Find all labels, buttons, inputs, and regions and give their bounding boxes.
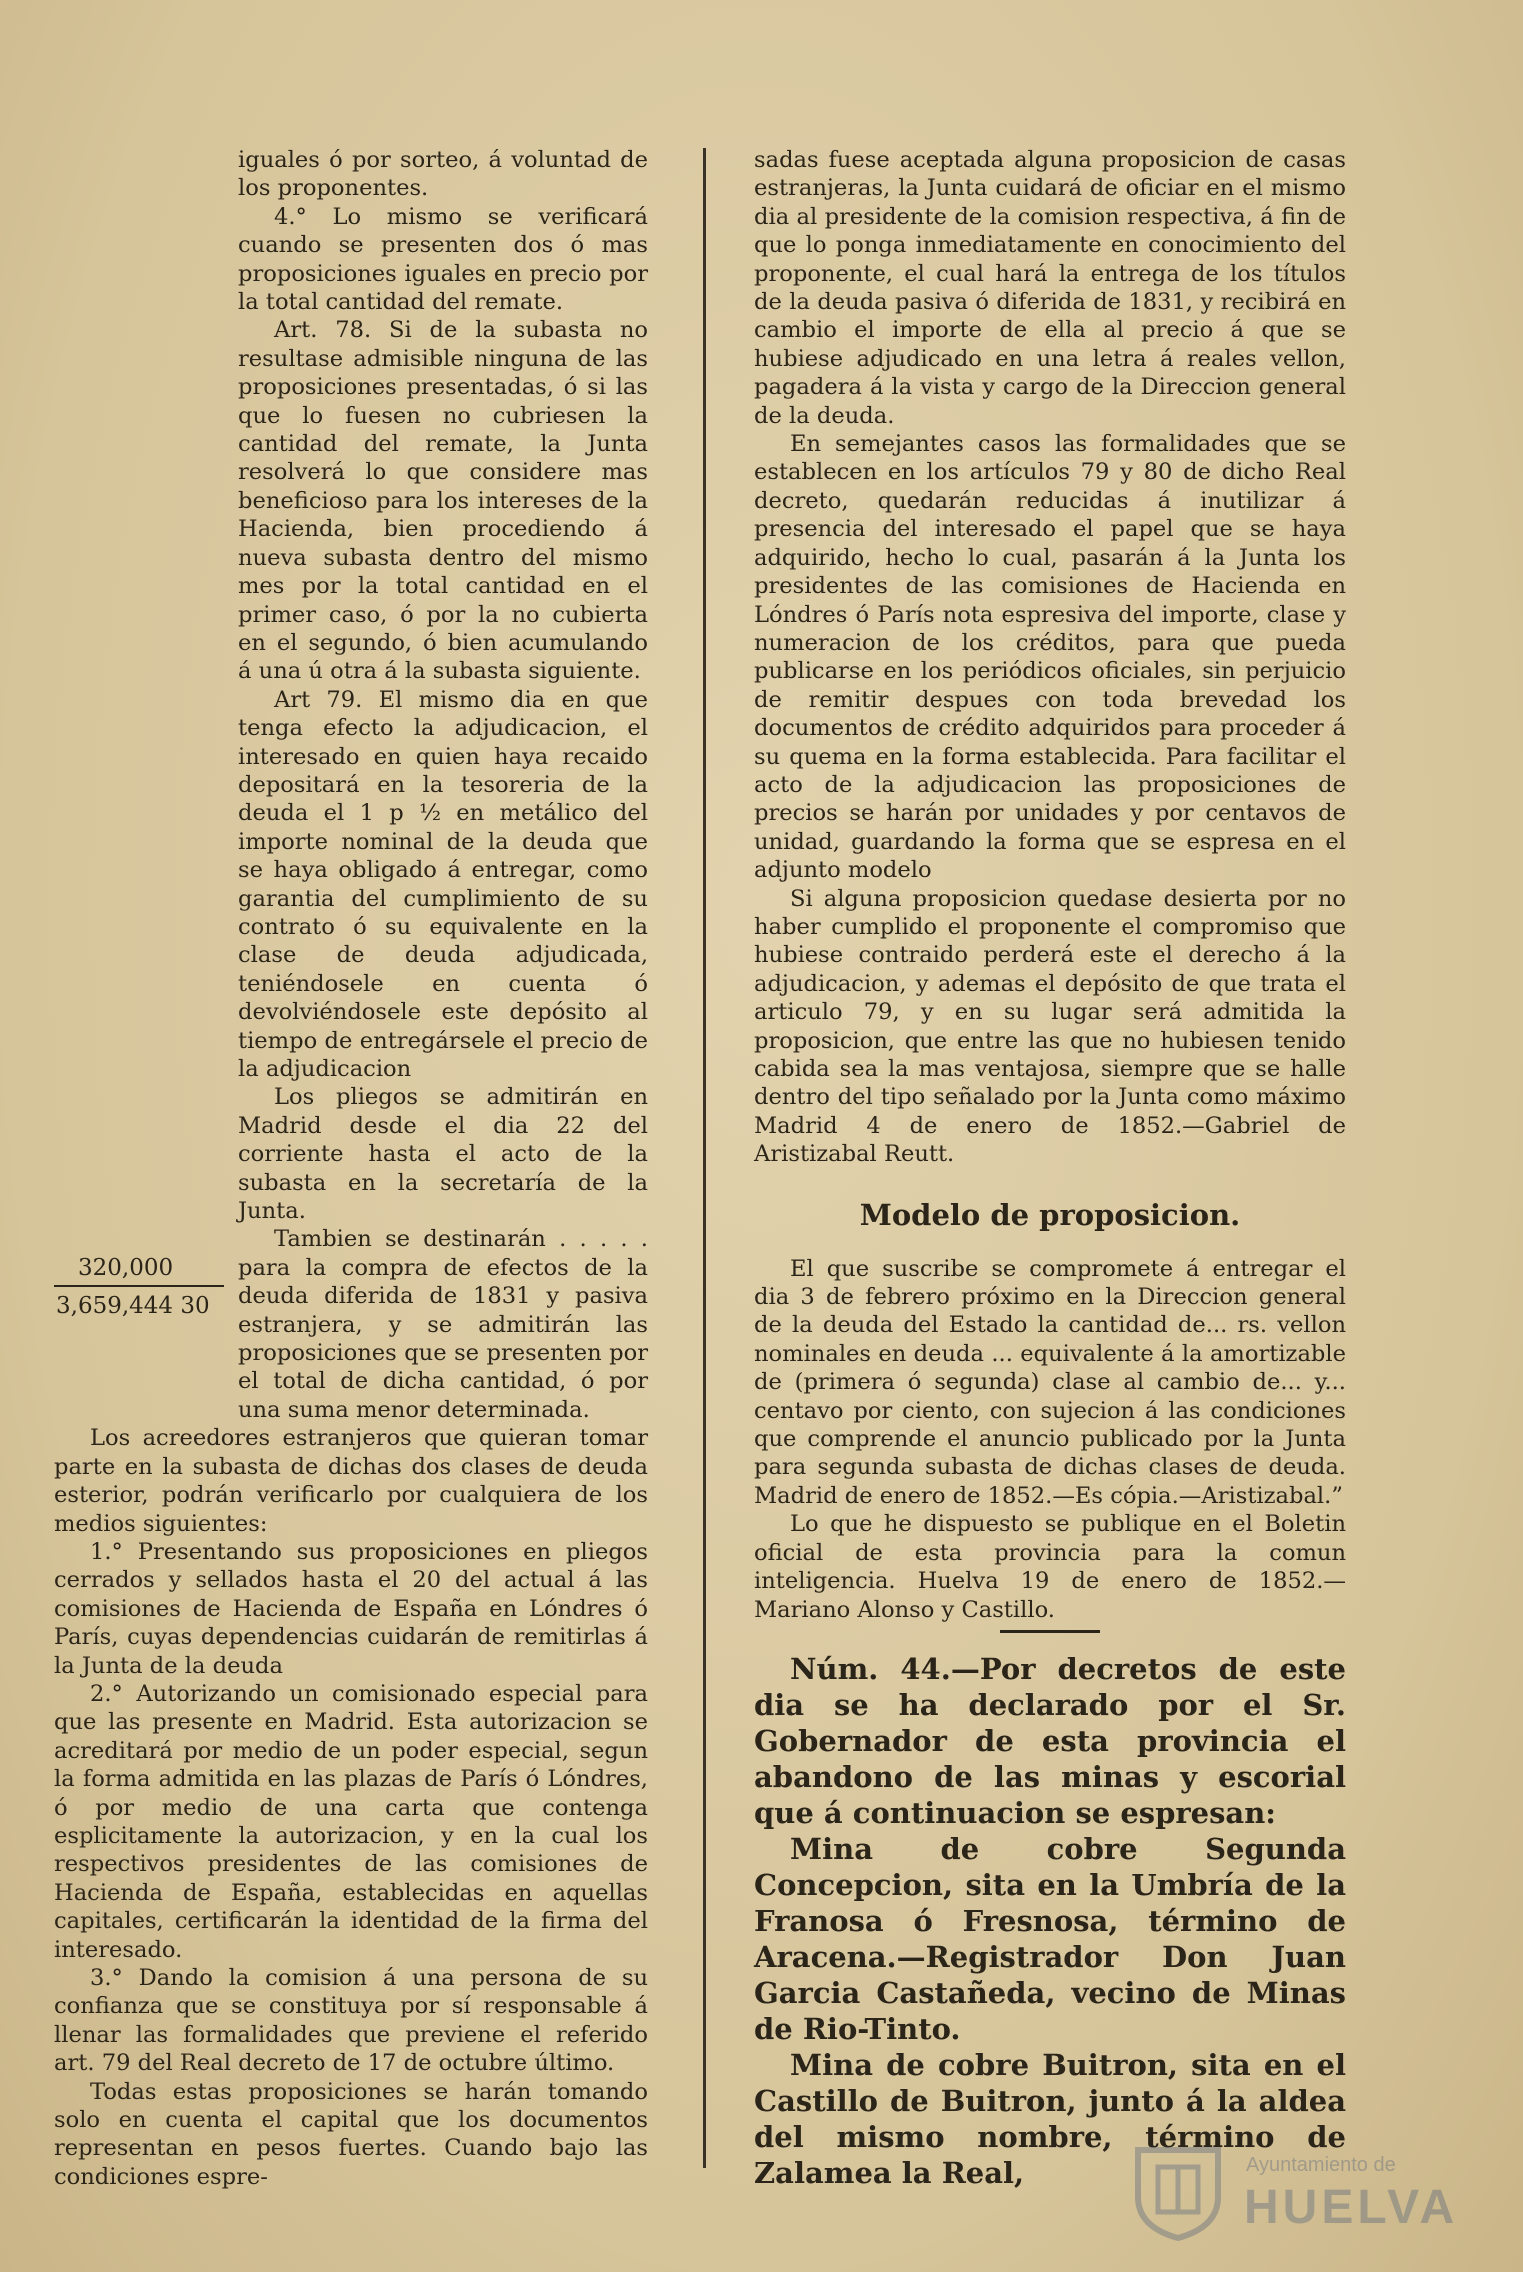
amount-text: [238, 1225, 648, 1424]
notice-heading: Núm. 44.—Por decretos de este dia se ha declarado por el Sr. Gobernador de esta provincia el abandono de las minas y escorial que á continuacion se espresan:: [754, 1651, 1346, 1830]
amount-total: 3,659,444 30: [56, 1293, 210, 1320]
paragraph: sadas fuese aceptada alguna proposicion de casas estranjeras, la Junta cuidará de oficiar en el mismo dia al presidente de la comision respectiva, á fin de que lo ponga inmediatamente en conocimiento del proponente, el cual hará la entrega de los títulos de la deuda pasiva ó diferida de 1831, y recibirá en cambio el importe de ella al precio á que se hubiese adjudicado en una letra á reales vellon, pagadera á la vista y cargo de la Direccion general de la deuda.: [754, 147, 1346, 429]
paragraph: iguales ó por sorteo, á voluntad de los proponentes.: [238, 147, 648, 202]
amount-block: [54, 1225, 648, 1424]
shield-icon: [1128, 2142, 1228, 2242]
paragraph: El que suscribe se compromete á entregar el dia 3 de febrero próximo en la Direccion general de la deuda del Estado la cantidad de... rs. vellon nominales en deuda ... equivalente á la amortizable de (primera ó segunda) clase al cambio de... y... centavo por ciento, con sujecion á las condiciones que comprende el anuncio publicado por la Junta para segunda subasta de dichas clases de deuda. Madrid de enero de 1852.—Es cópia.—Aristizabal.”: [754, 1255, 1346, 1509]
amount-figures: [54, 1225, 238, 1321]
paragraph: Mina de cobre Segunda Concepcion, sita en la Umbría de la Franosa ó Fresnosa, término de Aracena.—Registrador Don Juan Garcia Castañeda, vecino de Minas de Rio-Tinto.: [754, 1831, 1346, 2046]
section-divider: [1000, 1630, 1100, 1633]
section-heading: Modelo de proposicion.: [859, 1197, 1241, 1232]
paragraph: Art. 78. Si de la subasta no resultase admisible ninguna de las proposiciones presentadas, ó si las que lo fuesen no cubriesen la cantidad del remate, la Junta resolverá lo que considere mas beneficioso para los intereses de la Hacienda, bien procediendo á nueva subasta dentro del mismo mes por la total cantidad en el primer caso, ó por la no cubierta en el segundo, ó bien acumulando á una ú otra á la subasta siguiente.: [238, 317, 648, 685]
left-narrow-block: [238, 146, 648, 1225]
left-column: [54, 146, 648, 2191]
paragraph: En semejantes casos las formalidades que se establecen en los artículos 79 y 80 de dicho Real decreto, quedarán reducidas á inutilizar á presencia del interesado el papel que se haya adquirido, hecho lo cual, pasarán á la Junta los presidentes de las comisiones de Hacienda en Lóndres ó París nota espresiva del importe, clase y numeracion de los créditos, para que pueda publicarse en los periódicos oficiales, sin perjuicio de remitir despues con toda brevedad los documentos de crédito adquiridos para proceder á su quema en la forma establecida. Para facilitar el acto de la adjudicacion las proposiciones de precios se harán por unidades y por centavos de unidad, guardando la forma que se espresa en el adjunto modelo: [754, 431, 1346, 884]
paragraph: Los acreedores estranjeros que quieran tomar parte en la subasta de dichas dos clases de deuda esterior, podrán verificarlo por cualquiera de los medios siguientes:: [54, 1425, 648, 1537]
watermark-line-2: HUELVA: [1244, 2181, 1459, 2234]
paragraph: 1.° Presentando sus proposiciones en pliegos cerrados y sellados hasta el 20 del actual á las comisiones de Hacienda de España en Lóndres ó París, cuyas dependencias cuidarán de remitirlas á la Junta de la deuda: [54, 1538, 648, 1679]
paragraph: 3.° Dando la comision á una persona de su confianza que se constituya por sí responsable á llenar las formalidades que previene el referido art. 79 del Real decreto de 17 de octubre último.: [54, 1965, 648, 2077]
sum-rule: [54, 1285, 224, 1287]
paragraph: 2.° Autorizando un comisionado especial para que las presente en Madrid. Esta autorizacion se acreditará por medio de un poder especial, segun la forma admitida en las plazas de París ó Lóndres, ó por medio de una carta que contenga esplicitamente la autorizacion, y en la cual los respectivos presidentes de las comisiones de Hacienda de España, establecidas en aquellas capitales, certificarán la identidad de la firma del interesado.: [54, 1680, 648, 1963]
column-divider: [703, 148, 706, 2168]
paragraph: Si alguna proposicion quedase desierta por no haber cumplido el proponente el compromiso que hubiese contraido perderá este el derecho á la adjudicacion, y ademas el depósito de que trata el articulo 79, y en su lugar será admitida la proposicion, que entre las que no hubiesen tenido cabida sea la mas ventajosa, siempre que se halle dentro del tipo señalado por la Junta como máximo Madrid 4 de enero de 1852.—Gabriel de Aristizabal Reutt.: [754, 885, 1346, 1168]
right-column: [754, 146, 1346, 2191]
paragraph: Los pliegos se admitirán en Madrid desde el dia 22 del corriente hasta el acto de la subasta en la secretaría de la Junta.: [238, 1084, 648, 1225]
paragraph: Art 79. El mismo dia en que tenga efecto la adjudicacion, el interesado en quien haya recaido depositará en la tesoreria de la deuda el 1 p ½ en metálico del importe nominal de la deuda que se haya obligado á entregar, como garantia del cumplimiento de su contrato ó su equivalente en la clase de deuda adjudicada, teniéndosele en cuenta ó devolviéndosele este depósito al tiempo de entregársele el precio de la adjudicacion: [238, 686, 648, 1082]
paragraph: Lo que he dispuesto se publique en el Boletin oficial de esta provincia para la comun inteligencia. Huelva 19 de enero de 1852.—Mariano Alonso y Castillo.: [754, 1511, 1346, 1623]
paragraph: 4.° Lo mismo se verificará cuando se presenten dos ó mas proposiciones iguales en precio por la total cantidad del remate.: [238, 203, 648, 316]
paragraph: Tambien se destinarán . . . . . para la compra de efectos de la deuda diferida de 1831 y pasiva estranjera, y se admitirán las proposiciones que se presenten por el total de dicha cantidad, ó por una suma menor determinada.: [238, 1226, 648, 1423]
amount-figure: 320,000: [78, 1255, 174, 1282]
paragraph: Todas estas proposiciones se harán tomando solo en cuenta el capital que los documentos representan en pesos fuertes. Cuando bajo las condiciones espre-: [54, 2078, 648, 2190]
archive-watermark: [1128, 2142, 1459, 2242]
paragraph: Mina de cobre Buitron, sita en el Castillo de Buitron, junto á la aldea del mismo nombre, término de Zalamea la Real,: [754, 2047, 1346, 2190]
watermark-line-1: Ayuntamiento de: [1246, 2154, 1396, 2176]
